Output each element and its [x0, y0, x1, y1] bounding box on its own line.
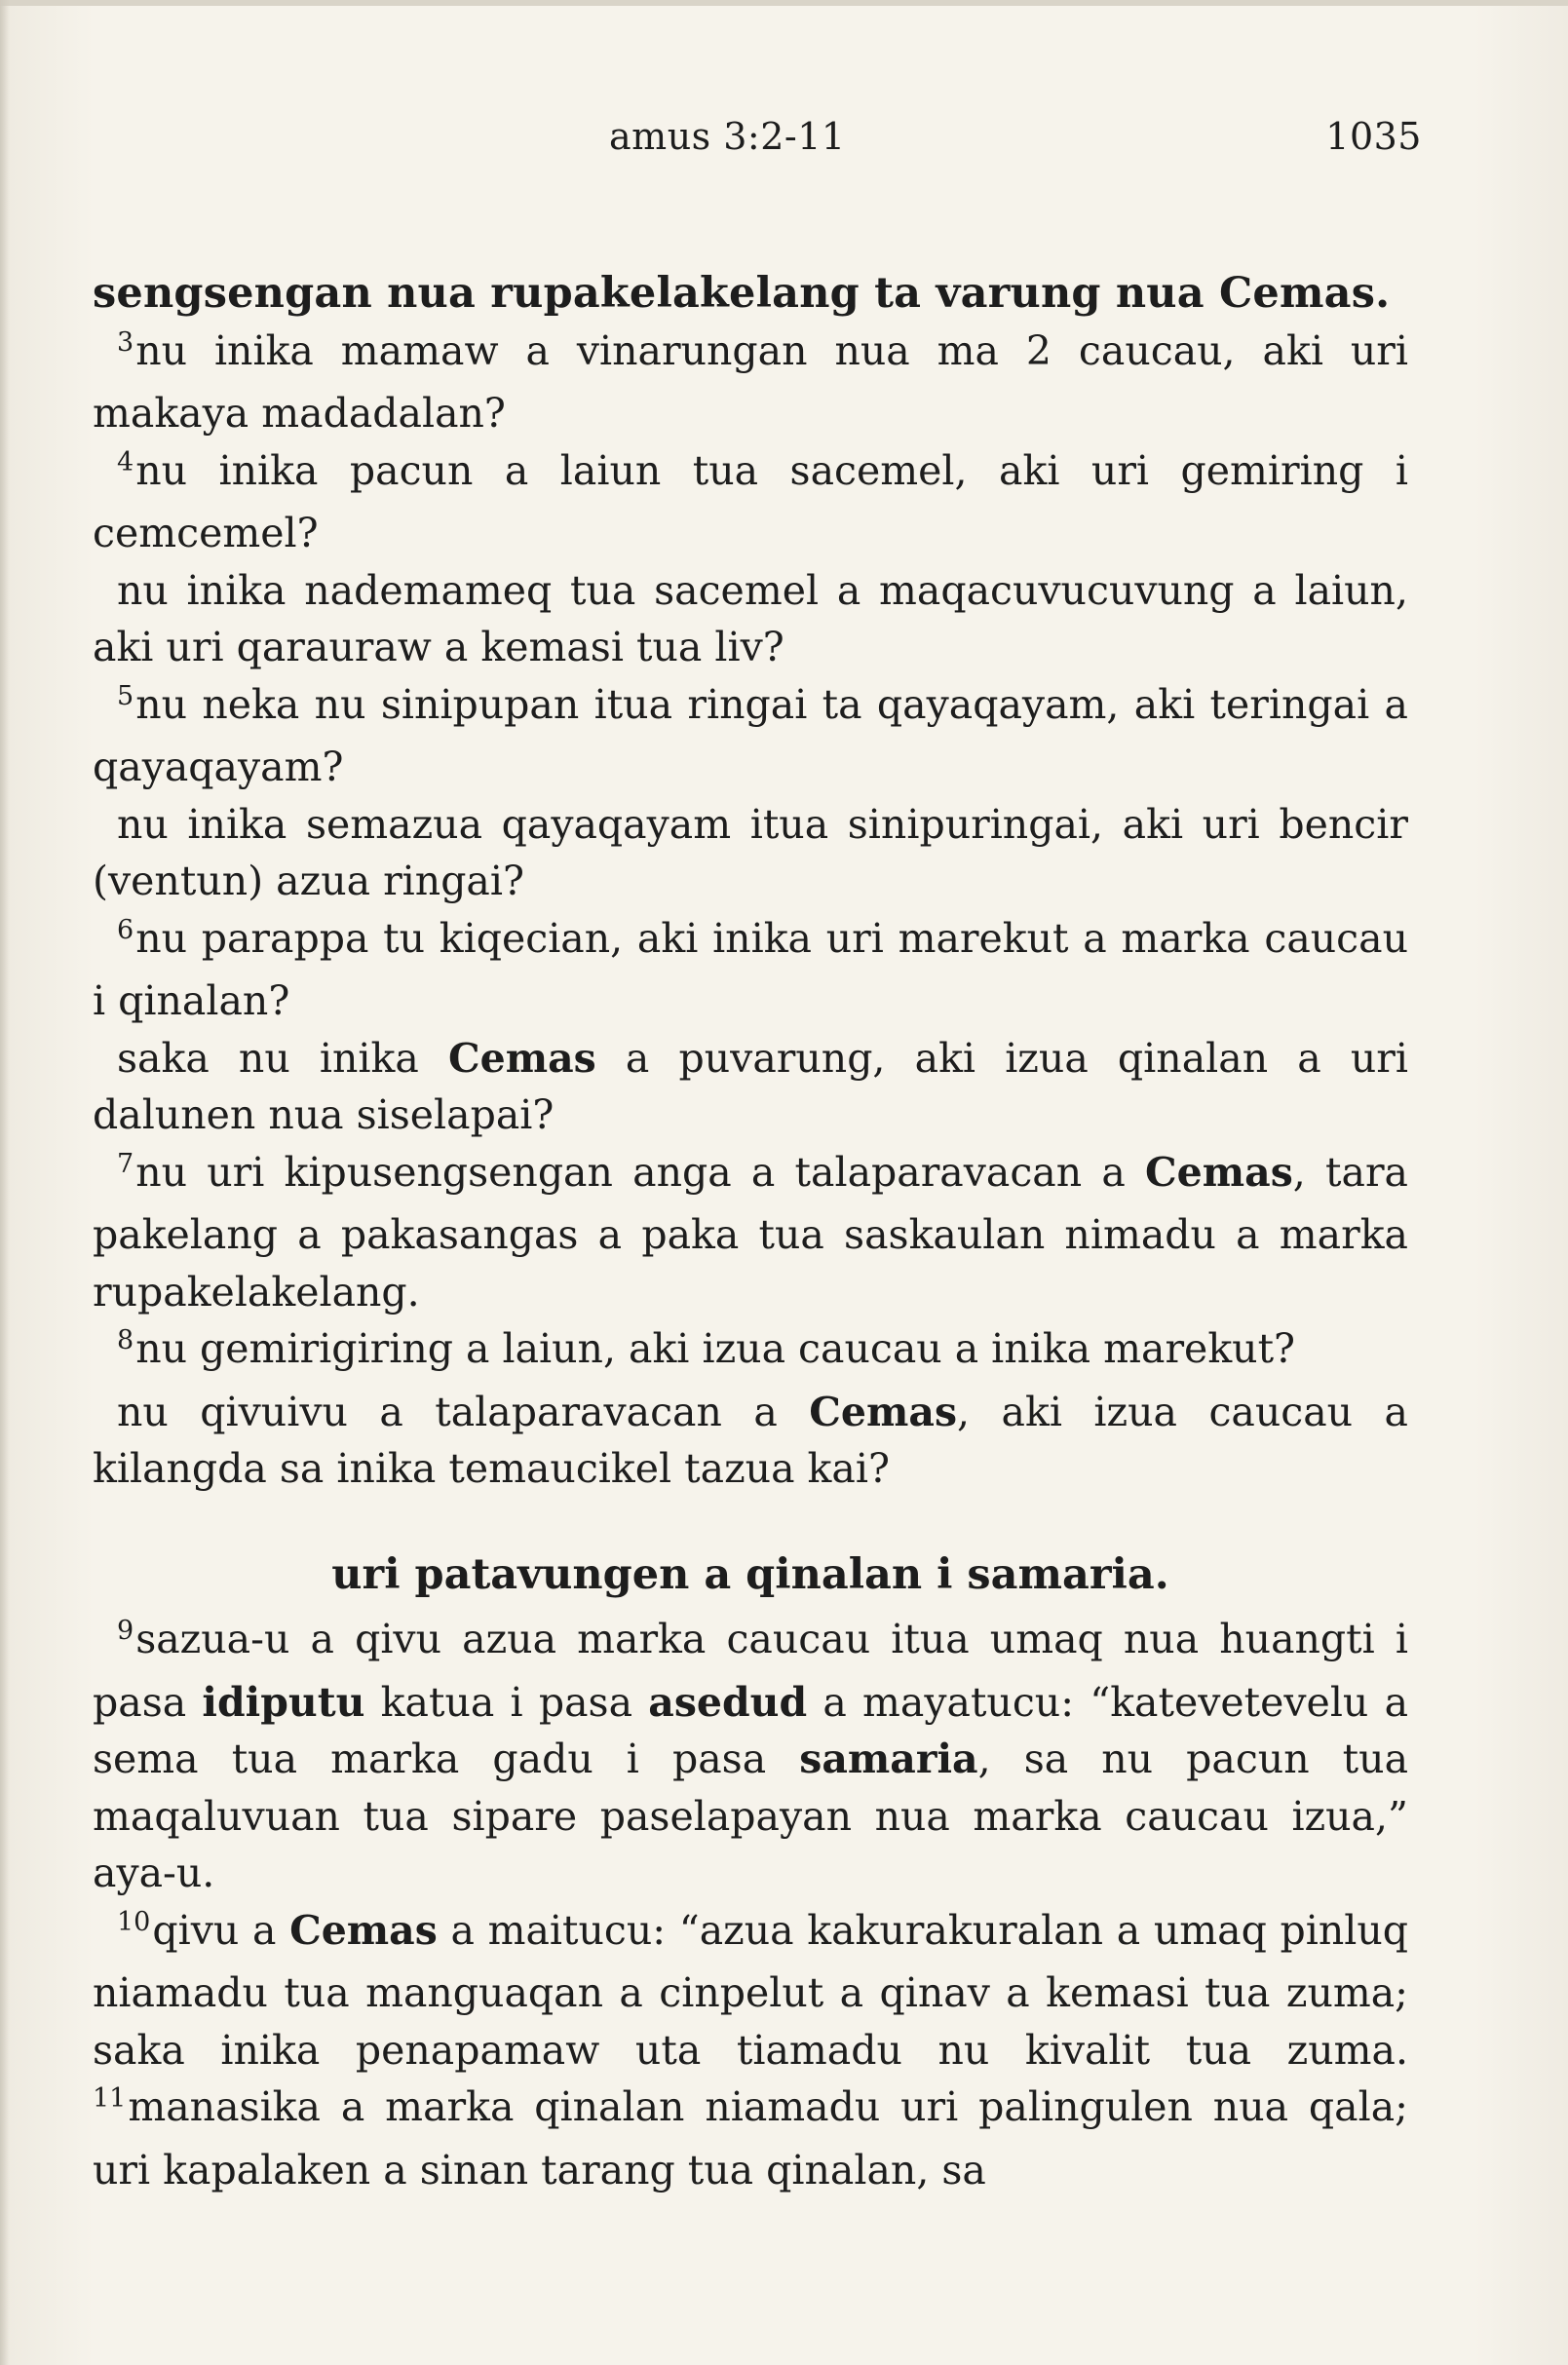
verse-text: a maitucu: “azua kakurakuralan a umaq pinluq niamadu tua manguaqan a cinpelut a qinav a kemasi tua zuma; saka inika penapamaw uta tiamadu nu kivalit tua zuma.: [93, 1906, 1409, 2074]
verse-text: nu qivuivu a talaparavacan a: [117, 1388, 810, 1435]
verse-9: [93, 1611, 1408, 1902]
emphasis-name: Cemas: [809, 1388, 958, 1435]
page-spine-shadow: [0, 0, 10, 2365]
running-head: amus 3:2-11: [609, 115, 846, 158]
verse-text: katua i pasa: [364, 1678, 649, 1726]
verse-text: , aki izua caucau a kilangda sa inika temaucikel tazua kai?: [93, 1388, 1408, 1492]
verse-text: nu gemirigiring a laiun, aki izua caucau a inika marekut?: [135, 1325, 1296, 1372]
verse-number: 3: [117, 326, 134, 358]
verse-text: qivu a: [152, 1906, 290, 1954]
section-heading-2: uri patavungen a qinalan i samaria.: [331, 1549, 1169, 1599]
verse-10: [93, 1902, 1408, 2199]
page-number: 1035: [1325, 115, 1422, 158]
verse-number: 8: [117, 1325, 134, 1355]
verse-5: [93, 676, 1408, 796]
verse-6-continuation: [93, 1030, 1408, 1144]
verse-number: 4: [117, 446, 134, 477]
verse-5-continuation: nu inika semazua qayaqayam itua sinipuringai, aki uri bencir (ventun) azua ringai?: [93, 800, 1408, 904]
verse-number: 9: [117, 1616, 134, 1646]
page-header: [0, 115, 1568, 173]
verse-text: , sa nu pacun tua maqaluvuan tua sipare paselapayan nua marka caucau izua,” aya-u.: [93, 1736, 1409, 1896]
verse-3: [93, 323, 1408, 442]
verse-8-continuation: [93, 1384, 1408, 1498]
verse-4-continuation: nu inika nademameq tua sacemel a maqacuvucuvung a laiun, aki uri qarauraw a kemasi tua liv?: [93, 566, 1408, 670]
page-top-edge: [0, 0, 1568, 6]
emphasis-name: samaria: [799, 1736, 978, 1782]
verse-text: manasika a marka qinalan niamadu uri palingulen nua qala; uri kapalaken a sinan tarang tua qinalan, sa: [93, 2083, 1408, 2193]
verse-text: nu inika mamaw a vinarungan nua ma 2 caucau, aki uri makaya madadalan?: [93, 326, 1408, 437]
emphasis-name: Cemas: [1145, 1148, 1293, 1196]
verse-number: 10: [117, 1906, 151, 1937]
verse-text: , tara pakelang a pakasangas a paka tua saskaulan nimadu a marka rupakelakelang.: [93, 1148, 1408, 1316]
verse-text: a mayatucu: “katevetevelu a sema tua marka gadu i pasa: [93, 1678, 1409, 1782]
emphasis-name: asedud: [648, 1678, 808, 1726]
verse-text: nu neka nu sinipupan itua ringai ta qayaqayam, aki teringai a qayaqayam?: [93, 680, 1408, 790]
emphasis-name: Cemas: [289, 1906, 438, 1954]
verse-number: 11: [93, 2083, 127, 2114]
emphasis-name: idiputu: [202, 1678, 365, 1726]
section-heading-1: sengsengan nua rupakelakelang ta varung nua Cemas.: [93, 269, 1391, 318]
verse-text: nu parappa tu kiqecian, aki inika uri marekut a marka caucau i qinalan?: [93, 914, 1408, 1024]
verse-text: nu inika pacun a laiun tua sacemel, aki uri gemiring i cemcemel?: [93, 446, 1408, 556]
verse-8: [93, 1320, 1408, 1384]
verse-text: sazua-u a qivu azua marka caucau itua umaq nua huangti i pasa: [93, 1616, 1408, 1726]
verse-text: saka nu inika: [117, 1034, 448, 1082]
scripture-text: [93, 265, 1408, 2198]
verse-7: [93, 1144, 1408, 1321]
verse-number: 5: [117, 680, 134, 711]
verse-text: nu uri kipusengsengan anga a talaparavacan a: [135, 1148, 1146, 1196]
emphasis-name: Cemas: [448, 1034, 596, 1082]
verse-number: 7: [117, 1148, 134, 1179]
verse-6: [93, 910, 1408, 1030]
verse-number: 6: [117, 914, 134, 945]
verse-text: a puvarung, aki izua qinalan a uri dalunen nua siselapai?: [93, 1034, 1408, 1138]
verse-4: [93, 442, 1408, 562]
